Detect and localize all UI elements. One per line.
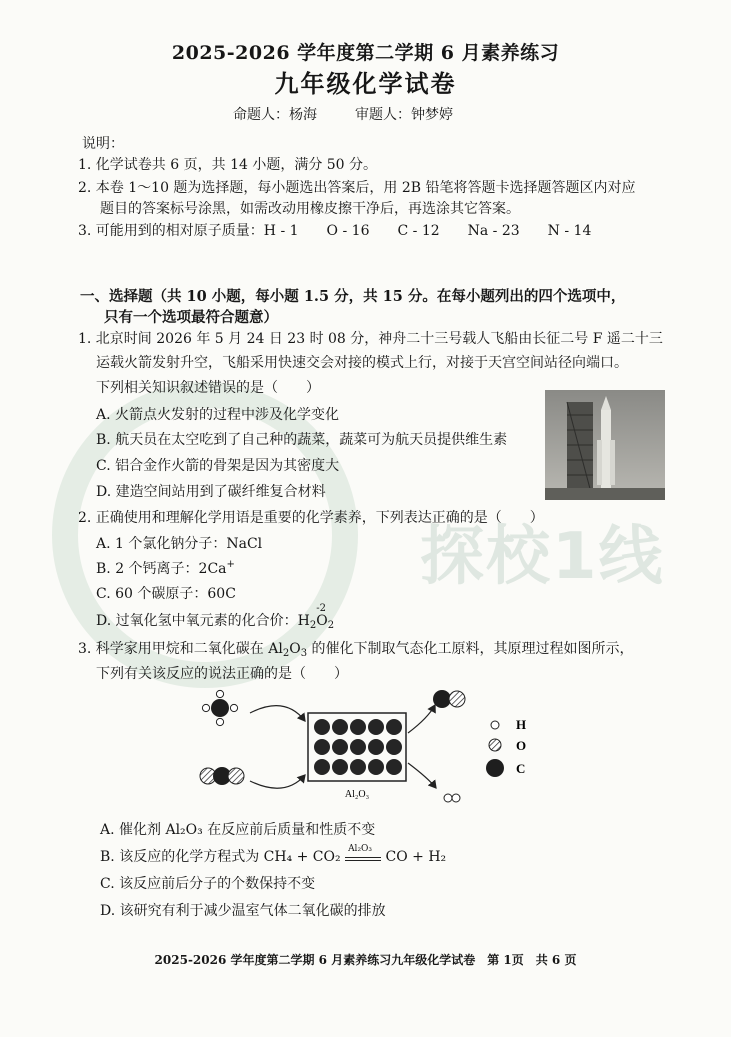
q1-stem: 下列相关知识叙述错误的是（ ） bbox=[96, 380, 320, 396]
carbon-dioxide-molecule bbox=[200, 767, 244, 785]
q2-option-b-text: B. 2 个钙离子： bbox=[96, 561, 199, 577]
equals-sign bbox=[345, 857, 381, 861]
q1-option-d: D. 建造空间站用到了碳纤维复合材料 bbox=[96, 484, 326, 500]
q2-option-a-formula: NaCl bbox=[226, 536, 263, 552]
q1-option-a: A. 火箭点火发射的过程中涉及化学变化 bbox=[96, 407, 340, 423]
q2-option-c-formula: 60C bbox=[207, 586, 236, 602]
exam-title: 2025-2026 学年度第二学期 6 月素养练习 bbox=[171, 42, 560, 64]
legend-label-h: H bbox=[516, 717, 527, 732]
watermark-text: 探校1线 bbox=[420, 520, 665, 594]
condition-label: Al₂O₃ bbox=[348, 844, 373, 854]
author-label: 命题人：杨海 bbox=[233, 107, 317, 123]
q3-stem-a: 3. 科学家用甲烷和二氧化碳在 bbox=[78, 641, 269, 657]
reviewer-label: 审题人：钟梦婷 bbox=[355, 107, 453, 123]
q3-option-b bbox=[100, 844, 447, 865]
methane-molecule bbox=[202, 690, 237, 725]
notes-heading: 说明： bbox=[82, 136, 124, 152]
q3-stem bbox=[78, 641, 634, 659]
section-heading-cont: 只有一个选项最符合题意） bbox=[104, 309, 278, 326]
catalyst-label: Al₂O₃ bbox=[344, 789, 370, 800]
q2-option-c bbox=[96, 586, 236, 602]
section-heading: 一、选择题（共 10 小题，每小题 1.5 分，共 15 分。在每小题列出的四个选项中， bbox=[80, 288, 626, 305]
valence-label: -2 bbox=[316, 603, 326, 614]
q3-option-d: D. 该研究有利于减少温室气体二氧化碳的排放 bbox=[100, 903, 386, 919]
note-item: 3. 可能用到的相对原子质量：H - 1 O - 16 C - 12 Na - 23 N - 14 bbox=[78, 223, 592, 239]
q3-option-a: A. 催化剂 Al₂O₃ 在反应前后质量和性质不变 bbox=[100, 822, 376, 838]
legend-label-o: O bbox=[516, 738, 527, 753]
ion-charge: + bbox=[226, 559, 235, 570]
q1-option-c: C. 铝合金作火箭的骨架是因为其密度大 bbox=[96, 458, 340, 474]
formula-sub: 2 bbox=[327, 620, 335, 631]
note-item: 题目的答案标号涂黑，如需改动用橡皮擦干净后，再选涂其它答案。 bbox=[100, 201, 520, 217]
page-footer: 2025-2026 学年度第二学期 6 月素养练习九年级化学试卷 第 1页 共 6 页 bbox=[154, 953, 577, 967]
formula-sub: 2 bbox=[309, 620, 317, 631]
catalyst-block bbox=[308, 713, 406, 781]
formula-sub: 3 bbox=[300, 648, 308, 659]
carbon-monoxide-molecule bbox=[433, 690, 465, 708]
q3-option-b-pre: B. 该反应的化学方程式为 CH₄ + CO₂ bbox=[100, 849, 346, 865]
note-item: 2. 本卷 1～10 题为选择题，每小题选出答案后，用 2B 铅笔将答题卡选择题答题区内对应 bbox=[78, 180, 636, 196]
authors-line bbox=[233, 107, 453, 123]
formula-h: H bbox=[297, 613, 310, 629]
q2-option-a bbox=[96, 536, 262, 552]
q2-option-c-text: C. 60 个碳原子： bbox=[96, 586, 208, 602]
formula-al: Al bbox=[268, 641, 283, 657]
q3-stem-b: 的催化下制取气态化工原料，其原理过程如图所示， bbox=[307, 641, 634, 657]
formula-o: O bbox=[289, 641, 301, 657]
q2-option-d-text: D. 过氧化氢中氧元素的化合价： bbox=[96, 613, 298, 629]
q2-stem: 2. 正确使用和理解化学用语是重要的化学素养，下列表达正确的是（ ） bbox=[78, 510, 544, 526]
reaction-diagram bbox=[190, 683, 530, 818]
q2-option-b-formula: 2Ca bbox=[198, 561, 227, 577]
q2-option-d bbox=[96, 603, 335, 631]
q1-option-b: B. 航天员在太空吃到了自己种的蔬菜，蔬菜可为航天员提供维生素 bbox=[96, 432, 508, 448]
atom-legend bbox=[486, 717, 526, 777]
exam-subtitle: 九年级化学试卷 bbox=[274, 69, 457, 98]
q2-option-a-text: A. 1 个氯化钠分子： bbox=[96, 536, 227, 552]
q1-stem: 运载火箭发射升空，飞船采用快速交会对接的模式上行，对接于天宫空间站径向端口。 bbox=[96, 355, 628, 371]
reaction-condition bbox=[345, 844, 381, 861]
q2-option-b bbox=[96, 561, 235, 579]
rocket-launch-photo bbox=[545, 390, 665, 500]
formula-sub: 2 bbox=[282, 648, 290, 659]
q1-stem: 1. 北京时间 2026 年 5 月 24 日 23 时 08 分，神舟二十三号载人飞船由长征二号 F 遥二十三 bbox=[78, 331, 663, 347]
q3-stem: 下列有关该反应的说法正确的是（ ） bbox=[96, 666, 348, 682]
hydrogen-molecule bbox=[444, 794, 460, 802]
legend-label-c: C bbox=[516, 761, 526, 776]
q3-option-b-post: CO + H₂ bbox=[381, 849, 447, 865]
formula-o-with-valence bbox=[316, 603, 328, 629]
q3-option-c: C. 该反应前后分子的个数保持不变 bbox=[100, 876, 316, 892]
formula-o: O bbox=[316, 613, 328, 629]
note-item: 1. 化学试卷共 6 页，共 14 小题，满分 50 分。 bbox=[78, 157, 378, 173]
